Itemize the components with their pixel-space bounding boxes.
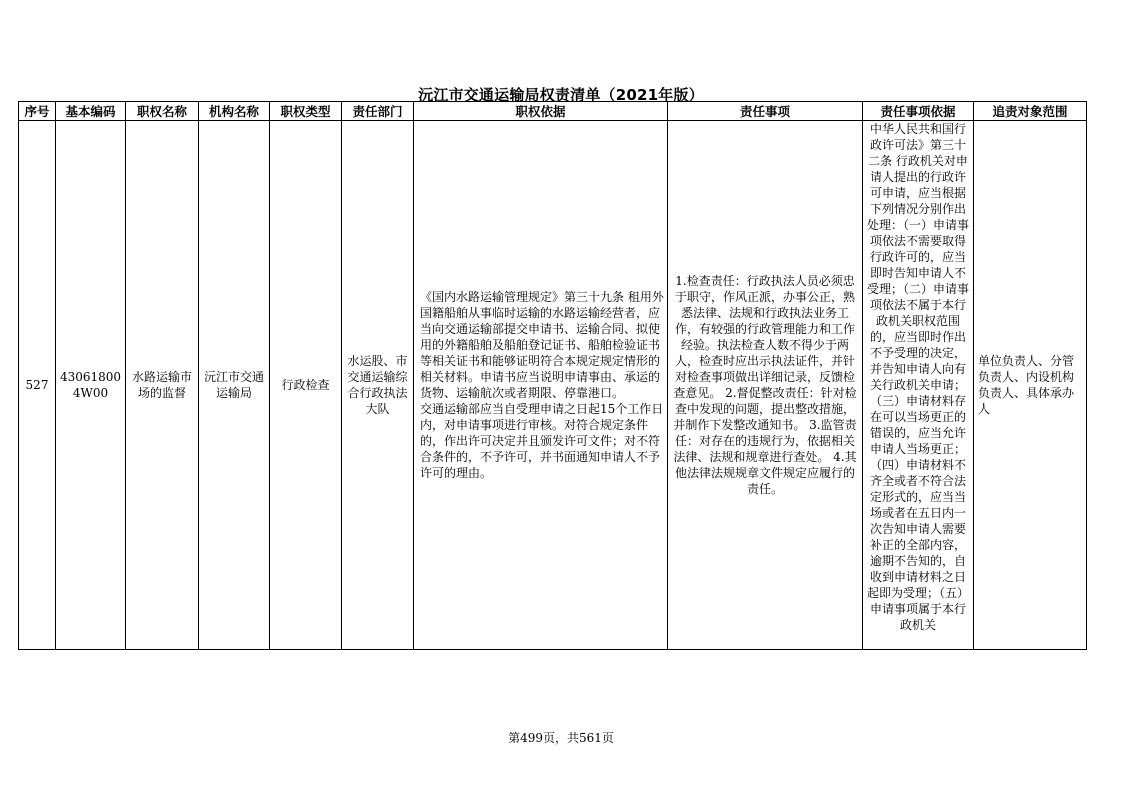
cell-power-name (126, 121, 199, 650)
power-name-text: 水路运输市场的监督 (131, 370, 192, 400)
document-title: 沅江市交通运输局权责清单（2021年版） (418, 86, 704, 104)
cell-org-name (199, 121, 270, 650)
header-power-name: 职权名称 (126, 102, 199, 121)
cell-code (56, 121, 126, 650)
header-duties: 责任事项 (668, 102, 863, 121)
cell-duties (668, 121, 863, 650)
org-name-text: 沅江市交通运输局 (203, 370, 264, 400)
cell-power-type (270, 121, 342, 650)
seq-text: 527 (25, 378, 49, 392)
power-list-table (18, 101, 1087, 650)
page-number: 第499页，共561页 (508, 731, 614, 745)
cell-duty-basis (863, 121, 974, 650)
header-org-name: 机构名称 (199, 102, 270, 121)
header-code: 基本编码 (56, 102, 126, 121)
table-header-row (19, 102, 1087, 121)
table-row (19, 121, 1087, 650)
duties-text: 1.检查责任：行政执法人员必须忠于职守，作风正派，办事公正，熟悉法律、法规和行政执法业务工作，有较强的行政管理能力和工作经验。执法检查人数不得少于两人，检查时应出示执法证件，并针对检查事项做出详细记录，反馈检查意见。 2.督促整改责任：针对检查中发现的问题，提出整改措施，并制作下发整改通知书。 3.监管责任：对存在的违规行为，依据相关法律、法规和规章进行查处。 4.其他法律法规规章文件规定应履行的责任。 (673, 274, 857, 496)
basis-text: 《国内水路运输管理规定》第三十九条 租用外国籍船舶从事临时运输的水路运输经营者，应当向交通运输部提交申请书、运输合同、拟使用的外籍船舶及船舶登记证书、船舶检验证书等相关证书和能够证明符合本规定规定情形的相关材料。申请书应当说明申请事由、承运的货物、运输航次或者期限、停靠港口。 交通运输部应当自受理申请之日起15个工作日内，对申请事项进行审核。对符合规定条件的，作出许可决定并且颁发许可文件；对不符合条件的，不予许可，并书面通知申请人不予许可的理由。 (420, 290, 664, 480)
accountability-text: 单位负责人、分管负责人、内设机构负责人、具体承办人 (978, 354, 1075, 416)
cell-accountability (974, 121, 1087, 650)
header-seq: 序号 (19, 102, 56, 121)
cell-basis (414, 121, 668, 650)
header-power-type: 职权类型 (270, 102, 342, 121)
header-accountability: 追责对象范围 (974, 102, 1087, 121)
cell-seq (19, 121, 56, 650)
power-type-text: 行政检查 (281, 378, 330, 392)
dept-text: 水运股、市交通运输综合行政执法大队 (347, 354, 408, 416)
duty-basis-text: 中华人民共和国行政许可法》第三十二条 行政机关对申请人提出的行政许可申请，应当根据下列情况分别作出处理：（一）申请事项依法不需要取得行政许可的，应当即时告知申请人不受理；（二）申请事项依法不属于本行政机关职权范围的，应当即时作出不予受理的决定，并告知申请人向有关行政机关申请；（三）申请材料存在可以当场更正的错误的，应当允许申请人当场更正；（四）申请材料不齐全或者不符合法定形式的，应当当场或者在五日内一次告知申请人需要补正的全部内容，逾期不告知的，自收到申请材料之日起即为受理；（五）申请事项属于本行政机关 (866, 122, 969, 632)
header-dept: 责任部门 (342, 102, 414, 121)
header-duty-basis: 责任事项依据 (863, 102, 974, 121)
code-text: 430618004W00 (59, 370, 122, 400)
header-basis: 职权依据 (414, 102, 668, 121)
cell-dept (342, 121, 414, 650)
